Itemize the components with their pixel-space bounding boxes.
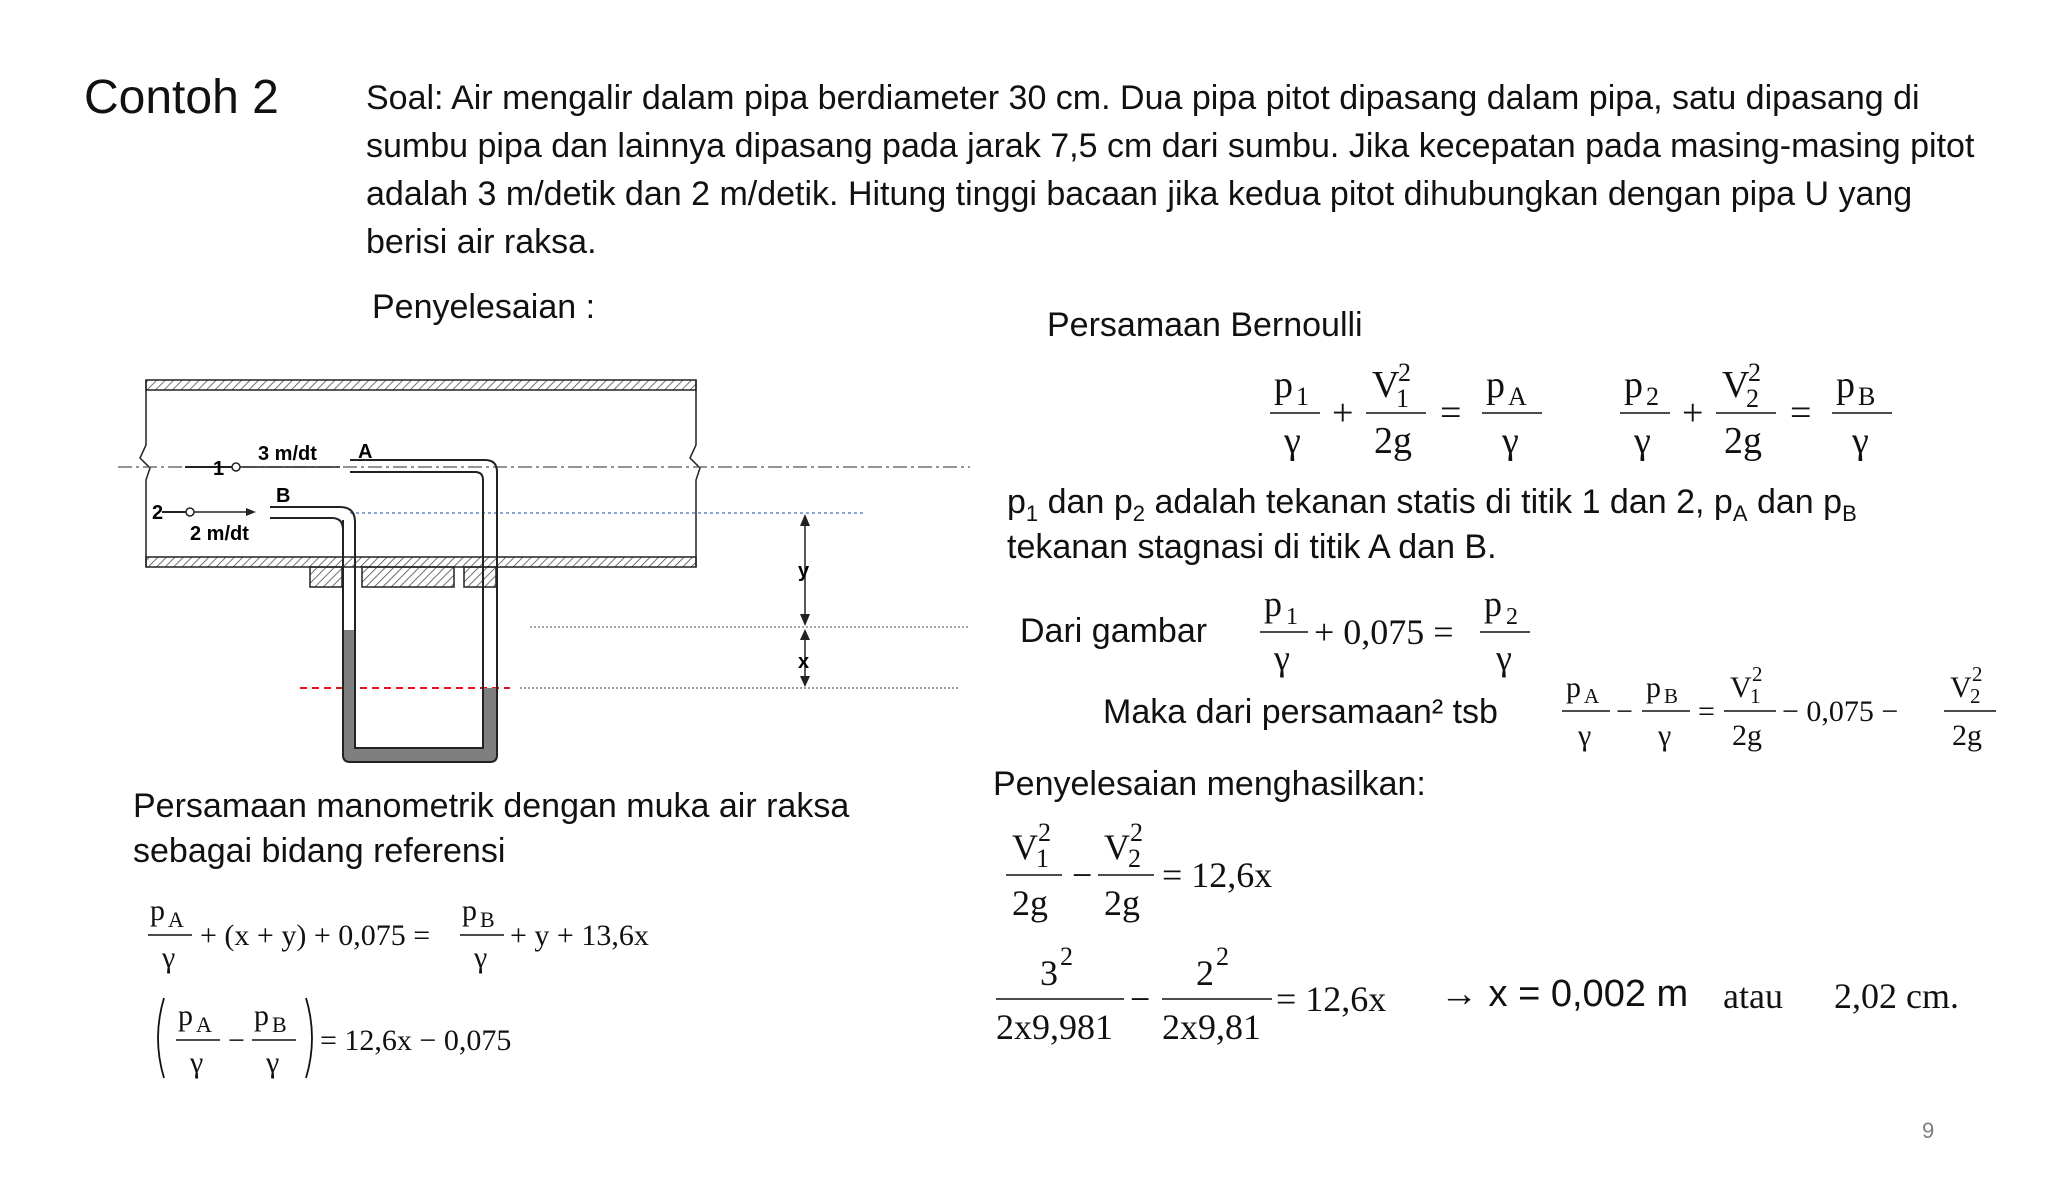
dimension-x-arrow-down (800, 676, 810, 687)
r1-rhs: = 12,6x (1162, 855, 1273, 895)
solution-heading: Penyelesaian : (372, 288, 596, 326)
bern-b-2g: 2g (1724, 420, 1762, 462)
mk-V2-sq: 2 (1972, 662, 1983, 686)
eq1-pB-sub: B (480, 907, 495, 932)
bern-a-gamma-1: γ (1284, 420, 1301, 462)
static-dan-1: dan (1047, 483, 1105, 521)
dari-gambar-label: Dari gambar (1020, 612, 1208, 650)
dg-gamma-1: γ (1274, 638, 1290, 678)
pipe-break-right (690, 380, 700, 567)
pitot-tube-b-outer (270, 518, 343, 530)
mk-2g-2: 2g (1952, 719, 1982, 752)
problem-statement: Soal: Air mengalir dalam pipa berdiameter 30 cm. Dua pipa pitot dipasang dalam pipa, satu dipasang di sumbu pipa dan lainnya dipasang pada jarak 7,5 cm dari sumbu. Jika kecepatan pada masing-masing pitot adalah 3 m/detik dan 2 m/detik. Hitung tinggi bacaan jika kedua pitot dihubungkan dengan pipa U yang berisi air raksa. (366, 79, 1975, 261)
slide-title: Contoh 2 (84, 71, 279, 124)
dg-p2: p (1484, 584, 1502, 624)
bern-a-plus: + (1332, 392, 1354, 434)
stagnation-text: tekanan stagnasi di titik A dan B. (1007, 528, 1497, 566)
page-number: 9 (1922, 1118, 1935, 1143)
static-pB-sub: B (1842, 500, 1857, 526)
label-a: A (358, 441, 373, 463)
bern-a-V-sq: 2 (1398, 358, 1411, 387)
r2-den-1: 2x9,981 (996, 1007, 1113, 1047)
label-x: x (798, 651, 810, 673)
flange-right (464, 567, 496, 587)
result-heading: Penyelesaian menghasilkan: (993, 765, 1426, 803)
dimension-y-arrow-down (800, 614, 810, 626)
bern-b-gamma-2: γ (1852, 420, 1869, 462)
result-equation-2 (990, 935, 1410, 1055)
flange-left (310, 567, 342, 587)
r2-minus: − (1130, 979, 1151, 1019)
bern-b-p2: p (1624, 364, 1643, 406)
bern-a-pA: p (1486, 364, 1505, 406)
r2-num-2: 2 (1196, 953, 1214, 993)
mk-gamma-2: γ (1658, 719, 1672, 752)
point-1-marker (232, 463, 240, 471)
r1-2g-2: 2g (1104, 883, 1140, 923)
r2-num-1: 3 (1040, 953, 1058, 993)
maka-text: Maka dari persamaan² tsb (1103, 693, 1498, 731)
point-2-marker (186, 508, 194, 516)
mercury-column (343, 630, 497, 762)
bern-b-V: V (1722, 364, 1750, 406)
flange-mid (362, 567, 454, 587)
eq1-gamma-1: γ (162, 941, 176, 974)
static-pA: p (1713, 483, 1733, 521)
r1-2g-1: 2g (1012, 883, 1048, 923)
r2-num-1-sq: 2 (1060, 942, 1073, 971)
velocity-label-2: 2 m/dt (190, 523, 249, 545)
eq2-gamma-1: γ (190, 1046, 204, 1079)
dimension-x-arrow-up (800, 629, 810, 640)
manometric-equation-1 (140, 885, 700, 995)
mk-equals: = (1698, 695, 1715, 728)
mk-V2: V (1950, 671, 1972, 704)
r2-num-2-sq: 2 (1216, 942, 1229, 971)
bern-a-pA-sub: A (1508, 382, 1527, 411)
dg-gamma-2: γ (1496, 638, 1512, 678)
bern-b-pB-sub: B (1858, 382, 1876, 411)
eq2-minus: − (228, 1024, 245, 1057)
velocity-label-1: 3 m/dt (258, 443, 317, 465)
label-b: B (276, 485, 291, 507)
r1-V1: V (1012, 827, 1038, 867)
mk-V1-sq: 2 (1752, 662, 1763, 686)
dg-p1: p (1264, 584, 1282, 624)
manometric-equation-2 (150, 990, 570, 1090)
u-tube-outer (343, 460, 497, 762)
eq2-pB-sub: B (272, 1012, 287, 1037)
r1-V2: V (1104, 827, 1130, 867)
manometric-text-line2: sebagai bidang referensi (133, 832, 506, 870)
eq2-pA: p (178, 999, 193, 1032)
bernoulli-equations (1260, 355, 1920, 465)
final-answer: → x = 0,002 m (1440, 973, 1689, 1015)
mk-2g-1: 2g (1732, 719, 1762, 752)
bernoulli-heading: Persamaan Bernoulli (1047, 306, 1363, 344)
bern-b-plus: + (1682, 392, 1704, 434)
static-pA-sub: A (1732, 500, 1748, 526)
mk-pB: p (1646, 671, 1661, 704)
label-2: 2 (152, 502, 164, 524)
static-p2: p (1113, 483, 1133, 521)
bern-a-2g: 2g (1374, 420, 1412, 462)
static-dan-2: dan (1756, 483, 1814, 521)
r2-rhs: = 12,6x (1276, 979, 1387, 1019)
bern-a-p1: p (1274, 364, 1293, 406)
mk-pA-sub: A (1584, 684, 1600, 708)
manometric-text-line1: Persamaan manometrik dengan muka air raksa (133, 787, 850, 825)
static-p1-sub: 1 (1025, 500, 1039, 526)
mk-V1: V (1730, 671, 1752, 704)
pipe-top-wall (146, 380, 696, 390)
bern-b-gamma-1: γ (1634, 420, 1651, 462)
bern-b-V-sq: 2 (1748, 358, 1761, 387)
pipe-bottom-wall (146, 557, 696, 567)
dg-p2-sub: 2 (1506, 604, 1518, 630)
maka-equation (1556, 655, 2016, 755)
mk-V2-sub: 2 (1970, 684, 1981, 708)
mk-middle: − 0,075 − (1782, 695, 1899, 728)
eq1-gamma-2: γ (474, 941, 488, 974)
static-p1: p (1007, 483, 1026, 521)
dimension-y-arrow-up (800, 514, 810, 526)
result-equation-1 (1000, 815, 1320, 925)
dari-gambar-equation (1250, 580, 1550, 680)
bern-b-p2-sub: 2 (1646, 382, 1659, 411)
label-y: y (798, 560, 810, 582)
eq1-pA-sub: A (168, 907, 184, 932)
static-p2-sub: 2 (1132, 500, 1145, 526)
label-1: 1 (213, 458, 225, 480)
bern-a-equals: = (1440, 392, 1462, 434)
mk-pB-sub: B (1664, 684, 1679, 708)
bern-a-p1-sub: 1 (1296, 382, 1309, 411)
eq1-tail: + y + 13,6x (510, 919, 649, 952)
r2-den-2: 2x9,81 (1162, 1007, 1261, 1047)
r1-minus: − (1072, 855, 1093, 895)
bern-b-pB: p (1836, 364, 1855, 406)
r1-V2-sq: 2 (1130, 818, 1143, 847)
velocity-arrowhead-2 (246, 508, 256, 516)
atau-label: atau (1723, 976, 1783, 1016)
mk-V1-sub: 1 (1750, 684, 1761, 708)
r1-V1-sq: 2 (1038, 818, 1051, 847)
bern-b-V-sub: 2 (1746, 384, 1759, 413)
eq1-middle: + (x + y) + 0,075 = (200, 919, 431, 952)
eq2-pA-sub: A (196, 1012, 212, 1037)
bern-a-V-sub: 1 (1396, 384, 1409, 413)
bern-a-V: V (1372, 364, 1400, 406)
dg-p1-sub: 1 (1286, 604, 1298, 630)
bern-a-gamma-2: γ (1502, 420, 1519, 462)
static-middle: adalah tekanan statis di titik 1 dan 2, (1154, 483, 1705, 521)
r1-V2-sub: 2 (1128, 844, 1141, 873)
static-pressure-text (1007, 483, 1857, 527)
eq2-pB: p (254, 999, 269, 1032)
eq1-pA: p (150, 894, 165, 927)
static-pB: p (1823, 483, 1843, 521)
mk-pA: p (1566, 671, 1581, 704)
eq2-rhs: = 12,6x − 0,075 (320, 1024, 512, 1057)
mk-gamma-1: γ (1578, 719, 1592, 752)
bern-b-equals: = (1790, 392, 1812, 434)
pipe-break-left (140, 380, 150, 567)
eq2-gamma-2: γ (266, 1046, 280, 1079)
r1-V1-sub: 1 (1036, 844, 1049, 873)
mk-minus-1: − (1616, 695, 1633, 728)
alt-answer: 2,02 cm. (1834, 976, 1959, 1016)
eq1-pB: p (462, 894, 477, 927)
pitot-manometer-diagram (110, 350, 990, 770)
dg-middle: + 0,075 = (1314, 612, 1454, 652)
